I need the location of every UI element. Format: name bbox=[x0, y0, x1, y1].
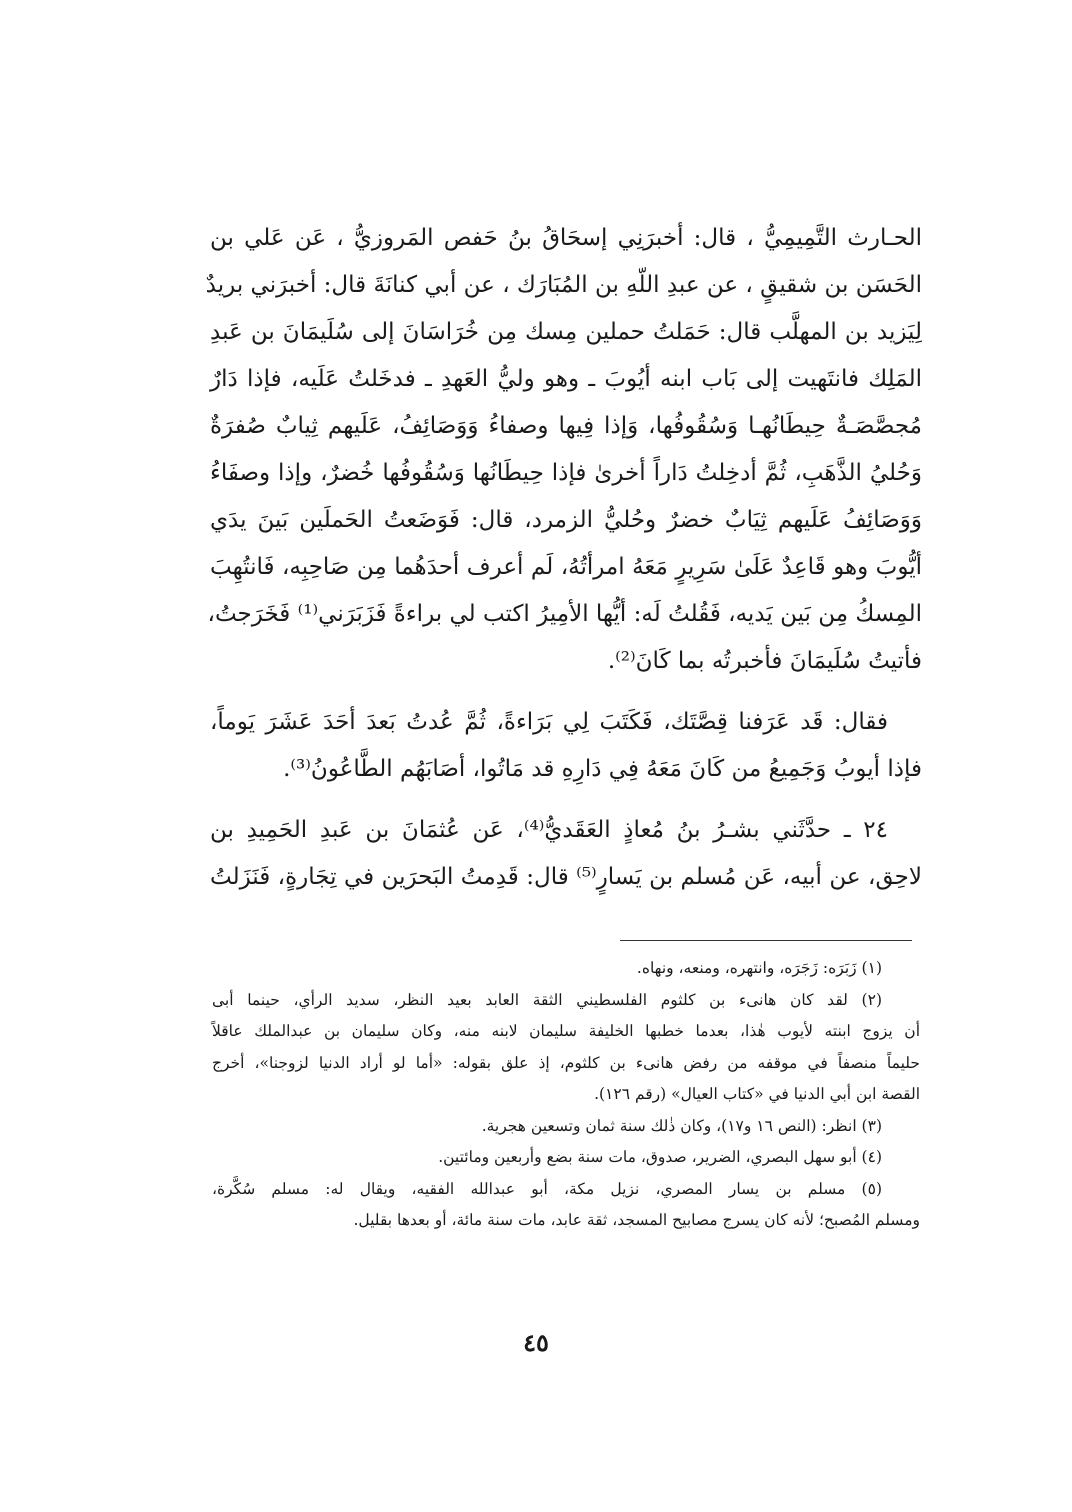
footnote-1 bbox=[212, 953, 920, 985]
footnote-line: (٢) لقد كان هانىء بن كلثوم الفلسطيني الثقة العابد بعيد النظر، سديد الرأي، حينما أبى bbox=[212, 990, 882, 1009]
text-line: أيُّوبَ وهو قَاعِدٌ عَلَىٰ سَرِيرٍ مَعَهُ امرأتُهُ، لَم أعرف أحدَهُما مِن صَاحِبِه، فَانتُهِبَ bbox=[210, 554, 922, 580]
text-line: فقال: قَد عَرَفنا قِصَّتَك، فَكَتَبَ لِي بَرَاءةً، ثُمَّ عُدتُ بَعدَ أحَدَ عَشَرَ يَوماً، bbox=[210, 709, 888, 735]
text-line: ٢٤ ـ حدَّثَني بشـرُ بنُ مُعاذٍ العَقَديُّ⁽⁴⁾، عَن عُثمَانَ بن عَبدِ الحَمِيدِ بن bbox=[210, 817, 889, 843]
paragraph-3 bbox=[210, 807, 922, 901]
text-line: فأتيتُ سُلَيمَانَ فأخبرتُه بما كَانَ⁽²⁾. bbox=[607, 648, 922, 674]
text-line: فإذا أيوبُ وَجَمِيعُ من كَانَ مَعَهُ فِي دَارِهِ قد مَاتُوا، أصَابَهُم الطَّاعُونُ⁽³⁾. bbox=[283, 756, 922, 782]
text-line: وَوَصَائِفُ عَلَيهم ثِيَابٌ خضرٌ وحُليُّ الزمرد، قال: فَوَضَعتُ الحَملَين بَينَ يدَي bbox=[210, 507, 922, 533]
text-line: الحَسَن بن شقيقٍ ، عن عبدِ اللّهِ بن المُبَارَك ، عن أبي كنانَةَ قال: أخبرَني بريدٌ bbox=[205, 272, 922, 298]
paragraph-gap bbox=[210, 685, 922, 699]
footnote-2 bbox=[212, 985, 920, 1111]
footnote-line: (٤) أبو سهل البصري، الضرير، صدوق، مات سنة بضع وأربعين ومائتين. bbox=[438, 1148, 882, 1166]
text-line: المَلِك فانتَهيت إلى بَاب ابنه أيُوبَ ـ وهو وليُّ العَهدِ ـ فدخَلتُ عَلَيه، فإذا دَارٌ bbox=[210, 366, 922, 392]
footnote-line: (١) زَبَرَه: زَجَرَه، وانتهره، ومنعه، ونهاه. bbox=[636, 959, 882, 977]
main-text bbox=[205, 215, 922, 901]
text-line: وَحُليُ الذَّهَبِ، ثُمَّ أدخِلتُ دَاراً أخرىٰ فإذا حِيطَانُها وَسُقُوفُها خُضرٌ، وإذا وصفَاءُ bbox=[210, 460, 922, 486]
footnote-line: (٥) مسلم بن يسار المصري، نزيل مكة، أبو عبدالله الفقيه، ويقال له: مسلم سُكَّرة، bbox=[212, 1179, 882, 1198]
footnote-5 bbox=[212, 1174, 920, 1237]
footnote-separator bbox=[620, 940, 912, 941]
text-line: الحـارث التَّمِيمِيُّ ، قال: أخبرَنِي إسحَاقُ بنُ حَفص المَروزيُّ ، عَن عَلي بن bbox=[210, 225, 922, 251]
footnote-line: أن يزوج ابنته لأيوب هٰذا، بعدما خطبها الخليفة سليمان لابنه منه، وكان سليمان بن عبدالملك عاقلاً bbox=[212, 1022, 920, 1040]
footnote-3 bbox=[212, 1111, 920, 1143]
footnote-4 bbox=[212, 1142, 920, 1174]
text-line: لِيَزيد بن المهلَّب قال: حَمَلتُ حملين مِسك مِن خُرَاسَانَ إلى سُلَيمَانَ بن عَبدِ bbox=[210, 319, 922, 345]
footnotes bbox=[212, 953, 920, 1237]
footnote-line: حليماً منصفاً في موقفه من رفض هانىء بن كلثوم، إذ علق بقوله: «أما لو أراد الدنيا لزوجنا»، أخرج bbox=[212, 1053, 920, 1072]
page-number: ٤٥ bbox=[523, 1328, 549, 1357]
text-line: مُجصَّصَـةٌ حِيطَانُهـا وَسُقُوفُها، وَإذا فِيها وصفاءُ وَوَصَائِفُ، عَلَيهم ثِيابٌ صُفرَةٌ bbox=[210, 413, 922, 439]
footnote-line: (٣) انظر: (النص ١٦ و١٧)، وكان ذٰلك سنة ثمان وتسعين هجرية. bbox=[481, 1116, 882, 1135]
text-line: لاحِق، عن أبيه، عَن مُسلم بن يَسارٍ⁽⁵⁾ قال: قَدِمتُ البَحرَين في تِجَارةٍ، فَنَزَلتُ bbox=[210, 864, 922, 890]
footnote-line: القصة ابن أبي الدنيا في «كتاب العيال» (رقم ١٢٦). bbox=[594, 1085, 920, 1103]
paragraph-1 bbox=[205, 215, 922, 685]
paragraph-gap bbox=[210, 793, 922, 807]
paragraph-2 bbox=[210, 699, 922, 793]
text-line: المِسكُ مِن بَين يَديه، فَقُلتُ لَه: أيُّها الأمِيرُ اكتب لي براءةً فَزَبَرَني⁽¹⁾ فَخَرَجتُ، bbox=[207, 601, 922, 627]
footnote-line: ومسلم المُصبح؛ لأنه كان يسرج مصابيح المسجد، ثقة عابد، مات سنة مائة، أو بعدها بقليل. bbox=[353, 1211, 920, 1229]
